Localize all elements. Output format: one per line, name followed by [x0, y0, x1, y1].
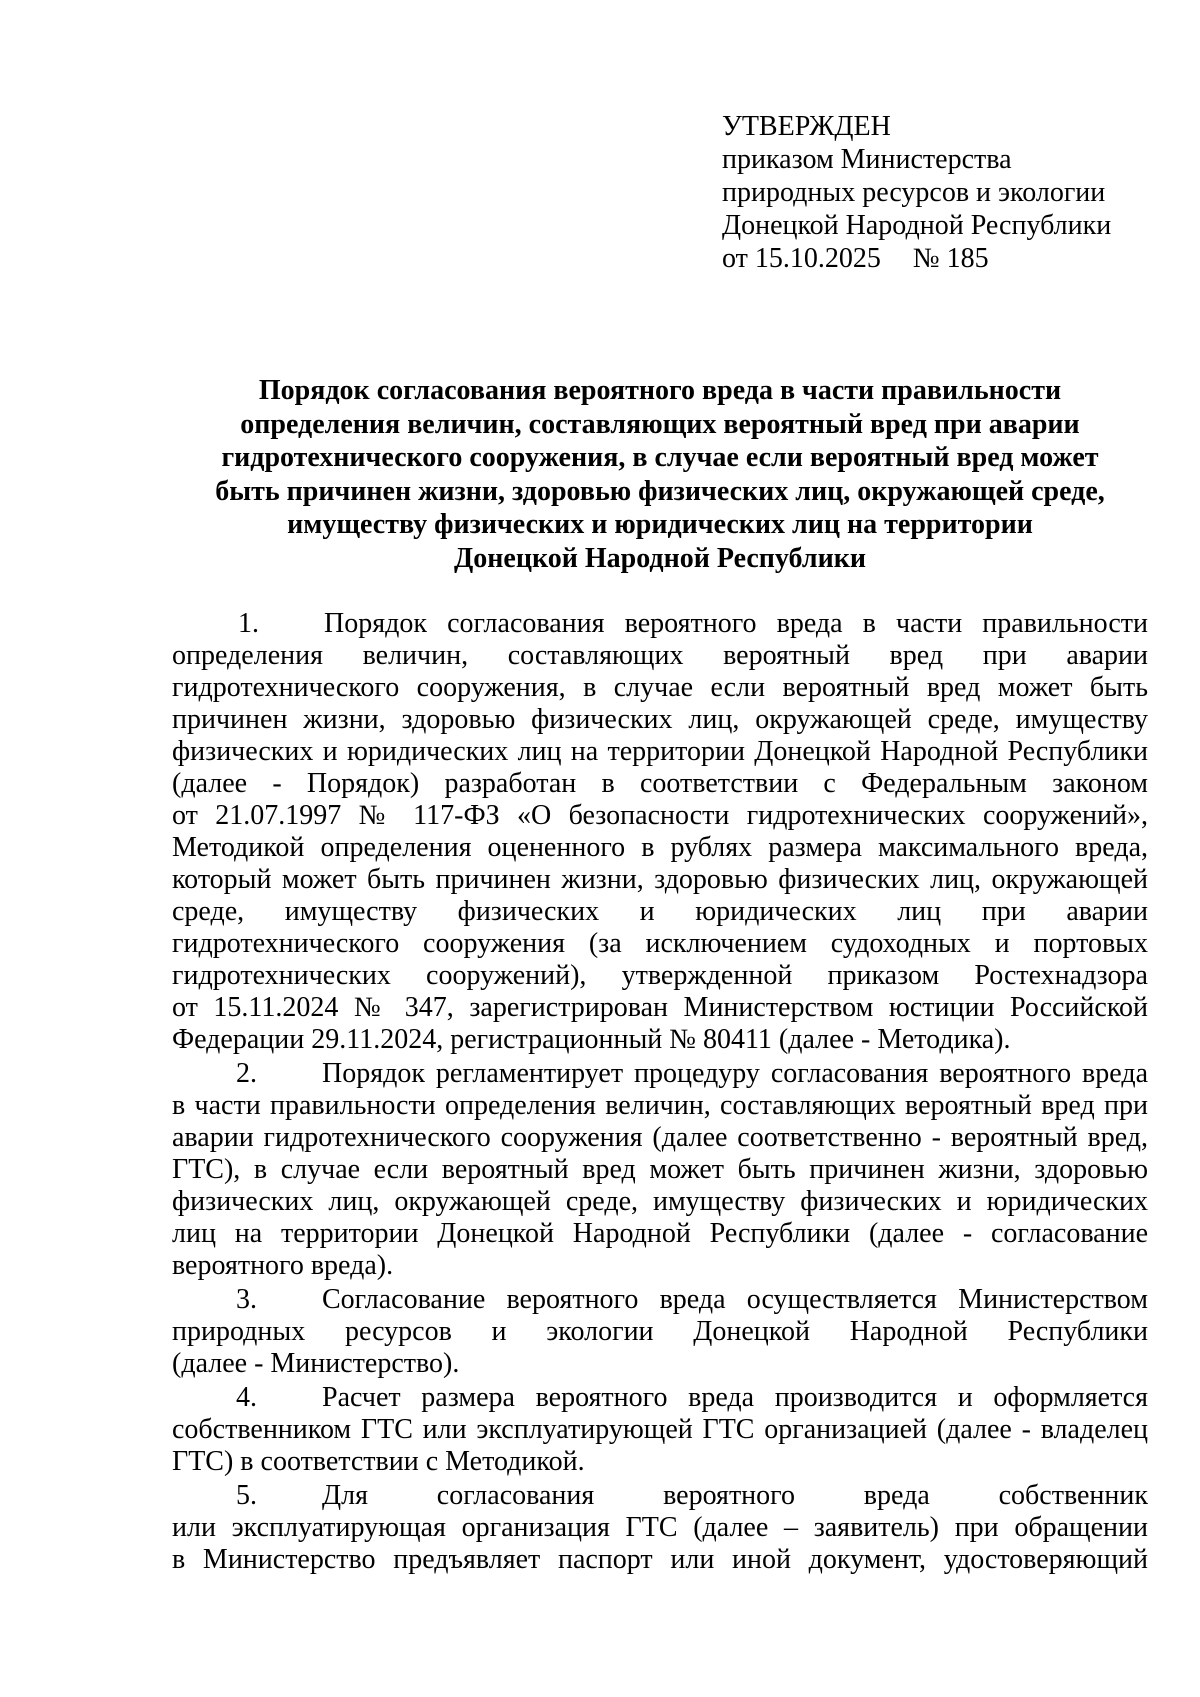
paragraph-line: среде, имуществу физических и юридических лиц при аварии — [172, 896, 1148, 927]
approval-line-1: приказом Министерства — [722, 144, 1012, 175]
paragraph-line: причинен жизни, здоровью физических лиц, окружающей среде, имуществу — [172, 704, 1148, 735]
paragraph-line: 5. Для согласования вероятного вреда собственник — [236, 1480, 1148, 1511]
paragraph-line: (далее - Министерство). — [172, 1348, 460, 1379]
paragraph-line: ГТС) в соответствии с Методикой. — [172, 1446, 585, 1477]
paragraph-line: 1. Порядок согласования вероятного вреда в части правильности — [238, 608, 1148, 639]
paragraph-line: физических лиц, окружающей среде, имуществу физических и юридических — [172, 1186, 1148, 1217]
title-line: имуществу физических и юридических лиц на территории — [287, 509, 1033, 540]
paragraph-line: в Министерство предъявляет паспорт или иной документ, удостоверяющий — [172, 1544, 1148, 1575]
paragraph-line: природных ресурсов и экологии Донецкой Народной Республики — [172, 1316, 1148, 1347]
paragraph-line: (далее - Порядок) разработан в соответствии с Федеральным законом — [172, 768, 1148, 799]
paragraph-3 — [172, 1284, 1148, 1380]
paragraph-5 — [172, 1480, 1148, 1576]
paragraph-line: или эксплуатирующая организация ГТС (далее – заявитель) при обращении — [172, 1512, 1148, 1543]
paragraph-line: от 21.07.1997 № 117-ФЗ «О безопасности гидротехнических сооружений», — [172, 800, 1148, 831]
paragraph-line: ГТС), в случае если вероятный вред может быть причинен жизни, здоровью — [172, 1154, 1148, 1185]
paragraph-line: 4. Расчет размера вероятного вреда производится и оформляется — [236, 1382, 1148, 1413]
title-line: Донецкой Народной Республики — [454, 542, 866, 574]
title-line: гидротехнического сооружения, в случае если вероятный вред может — [221, 442, 1099, 473]
paragraph-2 — [172, 1058, 1148, 1282]
paragraph-line: вероятного вреда). — [172, 1250, 394, 1281]
approval-date: от 15.10.2025 — [722, 243, 881, 274]
paragraph-line: гидротехнических сооружений), утвержденной приказом Ростехнадзора — [172, 960, 1148, 991]
paragraph-line: 3. Согласование вероятного вреда осуществляется Министерством — [236, 1284, 1148, 1315]
paragraph-line: от 15.11.2024 № 347, зарегистрирован Министерством юстиции Российской — [172, 992, 1148, 1023]
paragraph-number: 1. — [238, 608, 259, 639]
approval-stamp-block — [722, 110, 1162, 275]
paragraph-number: 2. — [236, 1058, 257, 1089]
approval-line-3: Донецкой Народной Республики — [722, 210, 1112, 241]
approval-date-line — [722, 242, 1162, 275]
paragraph-1 — [172, 608, 1148, 1056]
paragraph-line: аварии гидротехнического сооружения (далее соответственно - вероятный вред, — [172, 1122, 1148, 1153]
document-title — [172, 374, 1148, 575]
approval-number: № 185 — [912, 243, 989, 274]
paragraph-line: Федерации 29.11.2024, регистрационный № 80411 (далее - Методика). — [172, 1024, 1011, 1055]
title-line: Порядок согласования вероятного вреда в части правильности — [258, 375, 1062, 406]
document-body — [172, 608, 1148, 1576]
title-line: определения величин, составляющих вероятный вред при аварии — [240, 408, 1080, 440]
approval-heading: УТВЕРЖДЕН — [722, 111, 891, 142]
paragraph-line: гидротехнического сооружения, в случае если вероятный вред может быть — [172, 672, 1148, 703]
paragraph-line: собственником ГТС или эксплуатирующей ГТС организацией (далее - владелец — [172, 1414, 1148, 1445]
approval-line-2: природных ресурсов и экологии — [722, 177, 1106, 208]
paragraph-line: в части правильности определения величин, составляющих вероятный вред при — [172, 1090, 1148, 1121]
paragraph-number: 5. — [236, 1480, 257, 1511]
paragraph-4 — [172, 1382, 1148, 1478]
paragraph-number: 3. — [236, 1284, 257, 1315]
paragraph-line: Методикой определения оцененного в рублях размера максимального вреда, — [172, 832, 1148, 863]
paragraph-line: 2. Порядок регламентирует процедуру согласования вероятного вреда — [236, 1058, 1148, 1089]
paragraph-line: физических и юридических лиц на территории Донецкой Народной Республики — [172, 736, 1148, 767]
paragraph-line: лиц на территории Донецкой Народной Республики (далее - согласование — [172, 1218, 1148, 1249]
paragraph-number: 4. — [236, 1382, 257, 1413]
paragraph-line: определения величин, составляющих вероятный вред при аварии — [172, 640, 1148, 671]
paragraph-line: который может быть причинен жизни, здоровью физических лиц, окружающей — [172, 864, 1148, 895]
title-line: быть причинен жизни, здоровью физических лиц, окружающей среде, — [215, 475, 1105, 507]
paragraph-line: гидротехнического сооружения (за исключением судоходных и портовых — [172, 928, 1148, 959]
